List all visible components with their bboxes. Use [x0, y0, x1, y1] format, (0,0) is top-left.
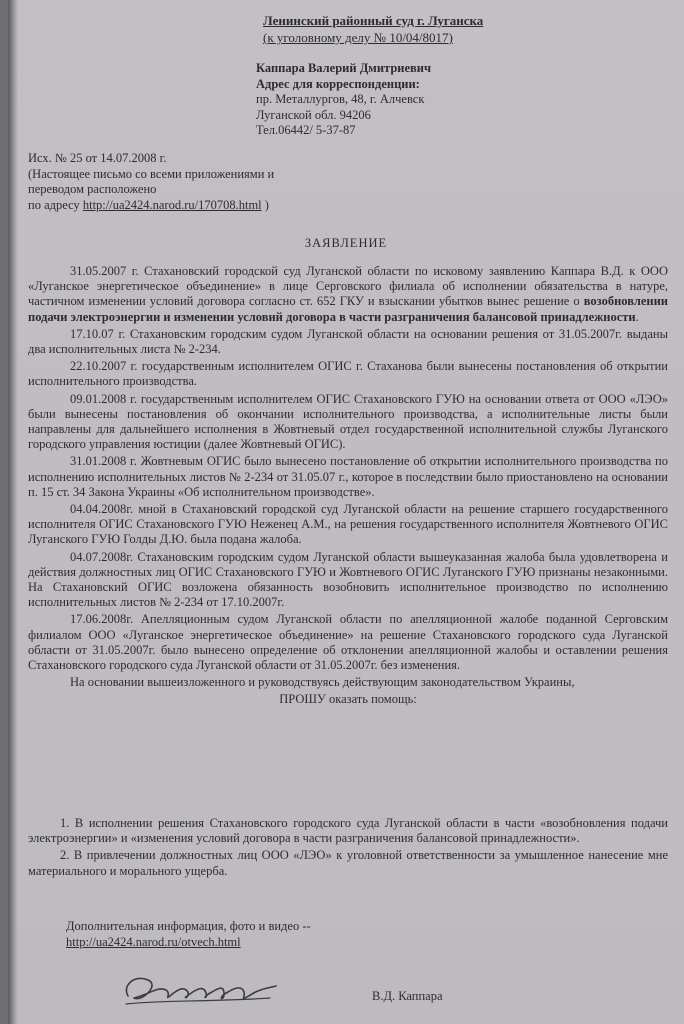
page-edge-shadow [8, 0, 18, 1024]
sender-block [256, 61, 431, 139]
extra-info-label: Дополнительная информация, фото и видео -- [66, 919, 311, 933]
paragraph-3: 22.10.2007 г. государственным исполнителем ОГИС г. Стаханова были вынесены постановления об открытии исполнительного производства. [28, 359, 668, 389]
outgoing-note-line2: переводом расположено [28, 182, 157, 196]
sender-region: Луганской обл. 94206 [256, 107, 371, 122]
paragraph-7: 04.07.2008г. Стахановским городским судом Луганской области вышеуказанная жалоба была удовлетворена и действия должностных лиц ОГИС Стахановского ГУЮ и Жовтневого ОГИС Луганского ГУЮ признаны незаконными. На Стахановский ОГИС возложена обязанность возобновить исполнительное производство по исполнению исполнительных листов № 2-234 от 17.10.2007г. [28, 549, 668, 610]
paragraph-1 [28, 264, 668, 325]
outgoing-note-suffix: ) [261, 197, 269, 212]
request-heading: ПРОШУ оказать помощь: [279, 692, 417, 707]
extra-info-link[interactable]: http://ua2424.narod.ru/otvech.html [66, 934, 241, 949]
outgoing-note-line3 [28, 198, 348, 214]
paragraph-1-main: 31.05.2007 г. Стахановский городской суд Луганской области по исковому заявлению Каппара В.Д. к ООО «Луганское энергетическое объединение» в лице Серговского филиала об исполнении обязательства в натуре, частичном изменении условий договора согласно ст. 652 ГКУ и взыскании убытков вынес решение о [28, 264, 668, 309]
outgoing-note-link[interactable]: http://ua2424.narod.ru/170708.html [82, 197, 262, 212]
outgoing-number: Исх. № 25 от 14.07.2008 г. [28, 151, 167, 165]
address-label: Адрес для корреспонденции: [256, 76, 420, 91]
sender-street: пр. Металлургов, 48, г. Алчевск [256, 92, 425, 106]
paragraph-2: 17.10.07 г. Стахановским городским судом Луганской области на основании решения от 31.05.2007г. выданы два исполнительных листа № 2-234. [28, 326, 668, 357]
sender-name: Каппара Валерий Дмитриевич [256, 61, 432, 75]
request-list [28, 816, 668, 881]
paragraph-1-end: . [635, 309, 639, 324]
court-addressee [263, 12, 483, 46]
handwritten-signature [120, 956, 280, 1012]
paragraph-8: 17.06.2008г. Апелляционным судом Луганской области по апелляционной жалобе поданной Серговским филиалом ООО «Луганское энергетическое объединение» на решение Стахановского городского суда Луганской области от 31.05.2007г. было вынесено определение об отклонении апелляционной жалобы и оставлении решения Стахановского городского суда Луганской области от 31.05.2007г. без изменения. [28, 612, 668, 673]
paragraph-4: 09.01.2008 г. государственным исполнителем ОГИС Стахановского ГУЮ на основании ответа от ООО «ЛЭО» были вынесены постановления об окончании исполнительного производства, а исполнительные листы были направлены для дальнейшего исполнения в Жовтневый отдел государственной исполнительной службы Луганского городского управления юстиции (далее Жовтневый ОГИС). [28, 391, 668, 452]
paragraph-1-bold: возобновлении подачи электроэнергии и изменении условий договора в части разграничения балансовой принадлежности [28, 294, 668, 324]
case-reference: (к уголовному делу № 10/04/8017) [263, 30, 453, 45]
signer-name: В.Д. Каппара [372, 989, 443, 1003]
document-body [28, 264, 668, 710]
request-item-2: 2. В привлечении должностных лиц ООО «ЛЭО» к уголовной ответственности за умышленное нанесение мне материального и морального ущерба. [28, 848, 668, 878]
request-item-1: 1. В исполнении решения Стахановского городского суда Луганской области в части «возобновления подачи электроэнергии» и «изменения условий договора в части разграничения балансовой принадлежности». [28, 816, 668, 846]
paragraph-5: 31.01.2008 г. Жовтневым ОГИС было вынесено постановление об открытии исполнительного производства по исполнению исполнительных листов № 2-234 от 31.05.07 г., которое в последствии было приостановлено на основании п. 15 ст. 34 Закона Украины «Об исполнительном производстве». [28, 454, 668, 499]
paragraph-9: На основании вышеизложенного и руководствуясь действующим законодательством Украины, [70, 675, 575, 690]
sender-phone: Тел.06442/ 5-37-87 [256, 123, 356, 137]
document-title: ЗАЯВЛЕНИЕ [304, 236, 388, 250]
court-name: Ленинский районный суд г. Луганска [263, 13, 484, 28]
outgoing-note-prefix: по адресу [28, 197, 83, 212]
outgoing-note-line1: (Настоящее письмо со всеми приложениями и [28, 166, 275, 181]
extra-info [66, 919, 311, 950]
outgoing-number-block [28, 151, 348, 213]
document-sheet [8, 0, 684, 1024]
paragraph-6: 04.04.2008г. мной в Стахановский городской суд Луганской области на решение старшего государственного исполнителя ОГИС Стахановского ГУЮ Неженец А.М., на решения государственного исполнителя Жовтневого ОГИС Луганского ГУЮ Голды Д.Ю. была подана жалоба. [28, 502, 668, 547]
